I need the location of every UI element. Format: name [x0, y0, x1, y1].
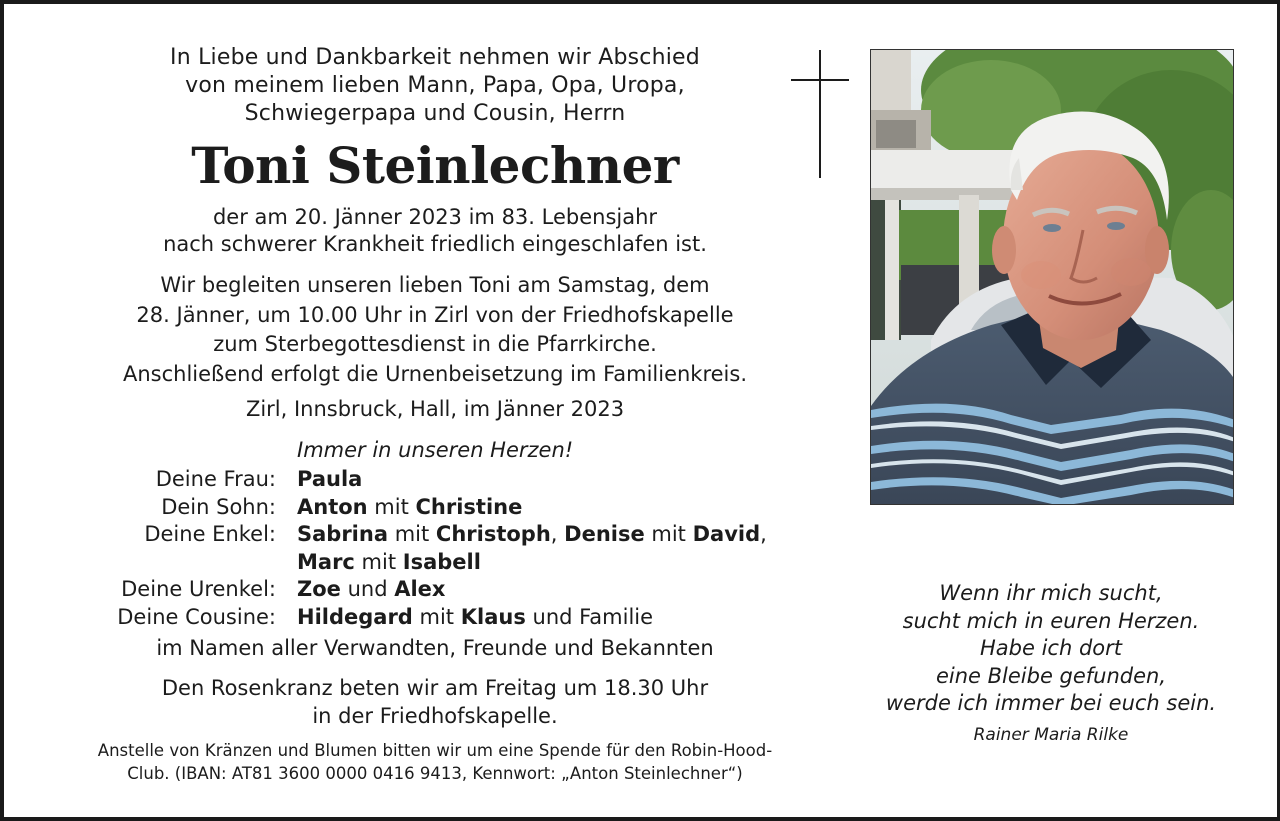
relative-names: [297, 494, 522, 522]
relative-row: [4, 521, 904, 549]
poem-line: eine Bleibe gefunden,: [935, 663, 1167, 688]
funeral-info-line: Wir begleiten unseren lieben Toni am Samstag, dem: [160, 273, 710, 297]
relative-name: Denise: [564, 522, 645, 546]
relative-label: Deine Cousine:: [117, 604, 276, 629]
relative-row: [4, 494, 904, 522]
relative-name: Hildegard: [297, 604, 413, 629]
relative-name: Alex: [394, 577, 446, 601]
death-info-line: der am 20. Jänner 2023 im 83. Lebensjahr: [212, 205, 658, 229]
deceased-name: Toni Steinlechner: [191, 136, 679, 195]
relative-name: Christoph: [435, 522, 551, 546]
donation-line: Anstelle von Kränzen und Blumen bitten wir um eine Spende für den Robin-Hood-: [97, 741, 773, 760]
death-info: [64, 204, 806, 258]
relative-name: Marc: [297, 549, 355, 574]
relative-names: [297, 576, 445, 604]
place-date: Zirl, Innsbruck, Hall, im Jänner 2023: [245, 397, 625, 421]
relative-connector: ,: [550, 522, 565, 546]
death-info-line: nach schwerer Krankheit friedlich eingeschlafen ist.: [163, 232, 707, 256]
relative-connector: mit: [367, 494, 416, 519]
rosary-info: [64, 674, 806, 730]
relative-label: Deine Enkel:: [144, 522, 276, 546]
donation-note: [34, 739, 836, 785]
relative-name: David: [692, 522, 761, 546]
poem-line: Wenn ihr mich sucht,: [939, 581, 1163, 605]
relative-name: Zoe: [297, 577, 341, 601]
relative-names: [297, 549, 481, 577]
intro-line: In Liebe und Dankbarkeit nehmen wir Abschied: [170, 45, 700, 70]
relative-row: [4, 604, 904, 632]
cross-icon: [791, 50, 849, 178]
funeral-info-line: Anschließend erfolgt die Urnenbeisetzung im Familienkreis.: [122, 361, 748, 386]
motto: Immer in unseren Herzen!: [297, 438, 574, 462]
relative-names: [297, 604, 653, 632]
relative-label: Dein Sohn:: [161, 494, 276, 519]
poem-line: sucht mich in euren Herzen.: [902, 608, 1200, 633]
relative-name: Sabrina: [297, 522, 389, 546]
funeral-info: [64, 271, 806, 389]
portrait-photo: [870, 49, 1234, 505]
poem-line: werde ich immer bei euch sein.: [885, 691, 1217, 715]
intro-line: von meinem lieben Mann, Papa, Opa, Uropa,: [185, 73, 685, 98]
relative-connector: und Familie: [525, 604, 654, 629]
relative-name: Paula: [297, 467, 363, 491]
relative-row: [4, 466, 904, 494]
relative-name: Anton: [297, 494, 368, 519]
funeral-info-line: zum Sterbegottesdienst in die Pfarrkirche.: [213, 332, 657, 356]
relative-row: [4, 549, 904, 577]
poem-author: Rainer Maria Rilke: [973, 725, 1129, 745]
relative-row: [4, 576, 904, 604]
poem-line: Habe ich dort: [980, 636, 1122, 660]
rosary-line: in der Friedhofskapelle.: [312, 704, 558, 728]
donation-line: Club. (IBAN: AT81 3600 0000 0416 9413, Kennwort: „Anton Steinlechner“): [127, 764, 743, 783]
relatives-list: [4, 466, 904, 631]
relative-name: Isabell: [402, 549, 481, 574]
relative-label: Deine Urenkel:: [121, 577, 276, 601]
relative-connector: mit: [354, 549, 403, 574]
relative-connector: mit: [388, 522, 436, 546]
relative-connector: mit: [412, 604, 461, 629]
relative-label: Deine Frau:: [155, 467, 276, 491]
relative-name: Christine: [415, 494, 523, 519]
rosary-line: Den Rosenkranz beten wir am Freitag um 18.30 Uhr: [161, 676, 709, 700]
relative-connector: und: [340, 577, 395, 601]
on-behalf-text: im Namen aller Verwandten, Freunde und Bekannten: [156, 636, 714, 660]
funeral-info-line: 28. Jänner, um 10.00 Uhr in Zirl von der Friedhofskapelle: [136, 302, 734, 327]
relative-names: [297, 466, 362, 494]
relative-names: [297, 521, 767, 549]
relative-connector: ,: [760, 522, 767, 546]
poem: [874, 580, 1228, 718]
intro-text: [64, 44, 806, 128]
intro-line: Schwiegerpapa und Cousin, Herrn: [244, 101, 626, 126]
relative-connector: mit: [644, 522, 693, 546]
relative-name: Klaus: [460, 604, 526, 629]
